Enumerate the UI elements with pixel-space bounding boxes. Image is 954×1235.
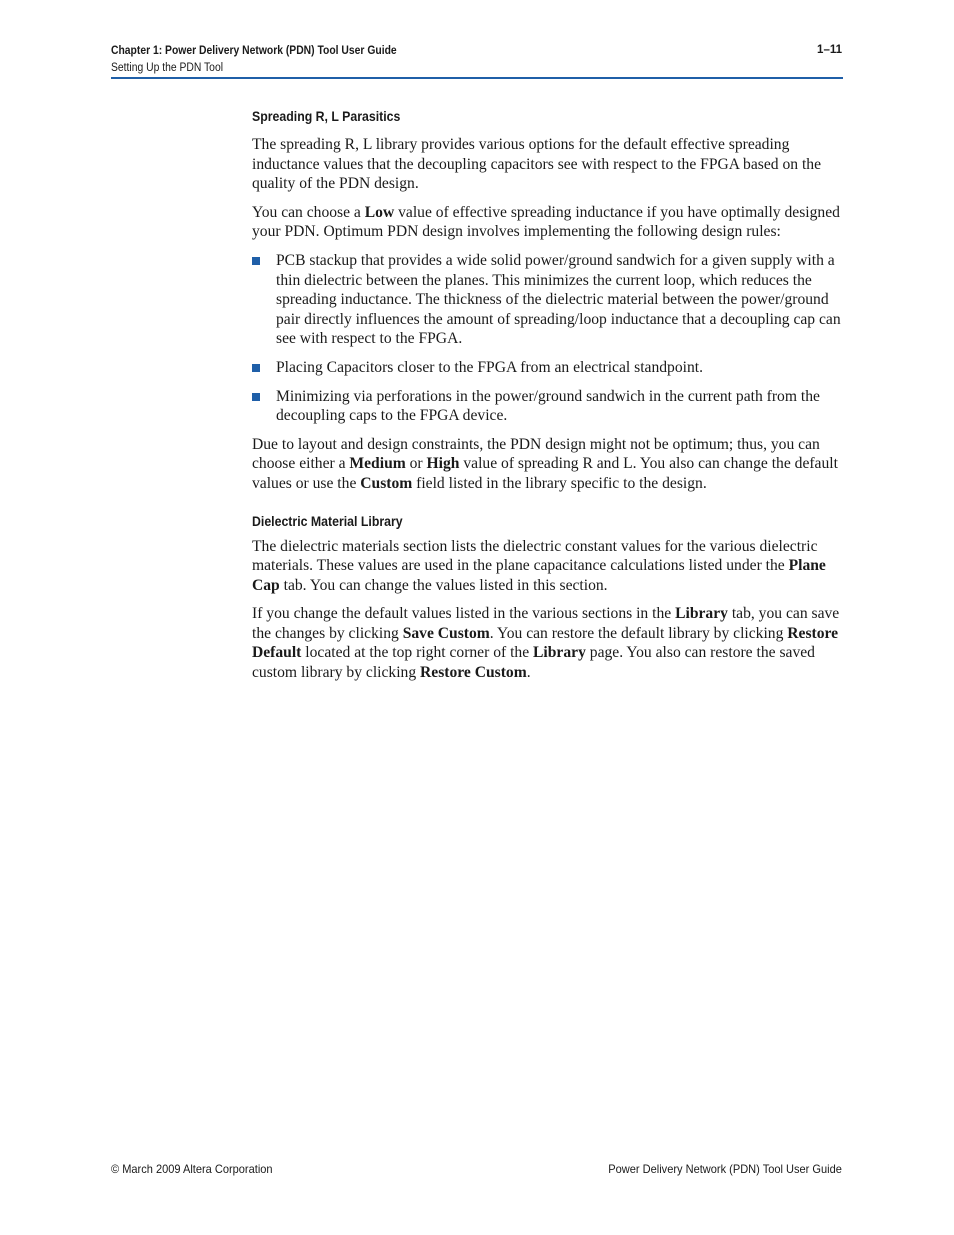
design-rules-list xyxy=(252,251,844,426)
list-item: Minimizing via perforations in the power/ground sandwich in the current path from the decoupling caps to the FPGA device. xyxy=(252,387,844,426)
list-item: PCB stackup that provides a wide solid power/ground sandwich for a given supply with a thin dielectric between the planes. This minimizes the current loop, which reduces the spreading inductance. The thickness of the dielectric material between the power/ground pair directly influences the amount of spreading/loop inductance that a decoupling cap can see with respect to the FPGA. xyxy=(252,251,844,349)
spreading-para-1: The spreading R, L library provides various options for the default effective spreading inductance values that the decoupling capacitors see with respect to the FPGA based on the quality of the PDN design. xyxy=(252,136,822,193)
section-title: Setting Up the PDN Tool xyxy=(111,62,224,74)
bullet-square-icon xyxy=(252,393,260,401)
bullet-square-icon xyxy=(252,364,260,372)
page-content xyxy=(252,106,844,683)
header-rule xyxy=(111,77,843,79)
spreading-para-3: Due to layout and design constraints, the PDN design might not be optimum; thus, you can choose either a Medium or High value of spreading R and L. You also can change the default values or use the Custom field listed in the library specific to the design. xyxy=(252,435,838,492)
footer-copyright: © March 2009 Altera Corporation xyxy=(111,1162,273,1176)
footer-doc-title: Power Delivery Network (PDN) Tool User Guide xyxy=(608,1162,842,1176)
bullet-square-icon xyxy=(252,257,260,265)
list-item: Placing Capacitors closer to the FPGA from an electrical standpoint. xyxy=(252,358,844,378)
running-header xyxy=(111,44,428,76)
heading-dielectric: Dielectric Material Library xyxy=(252,512,403,529)
dielectric-para-2: If you change the default values listed in the various sections in the Library tab, you can save the changes by clicking Save Custom. You can restore the default library by clicking Restore Default located at the top right corner of the Library page. You also can restore the saved custom library by clicking Restore Custom. xyxy=(252,605,840,682)
spreading-para-2: You can choose a Low value of effective spreading inductance if you have optimally designed your PDN. Optimum PDN design involves implementing the following design rules: xyxy=(252,203,840,241)
chapter-title: Chapter 1: Power Delivery Network (PDN) Tool User Guide xyxy=(111,45,397,57)
dielectric-para-1: The dielectric materials section lists the dielectric constant values for the various dielectric materials. These values are used in the plane capacitance calculations listed under the Plane Cap tab. You can change the values listed in this section. xyxy=(252,537,826,594)
page-number: 1–11 xyxy=(817,44,842,56)
heading-spreading: Spreading R, L Parasitics xyxy=(252,108,401,124)
